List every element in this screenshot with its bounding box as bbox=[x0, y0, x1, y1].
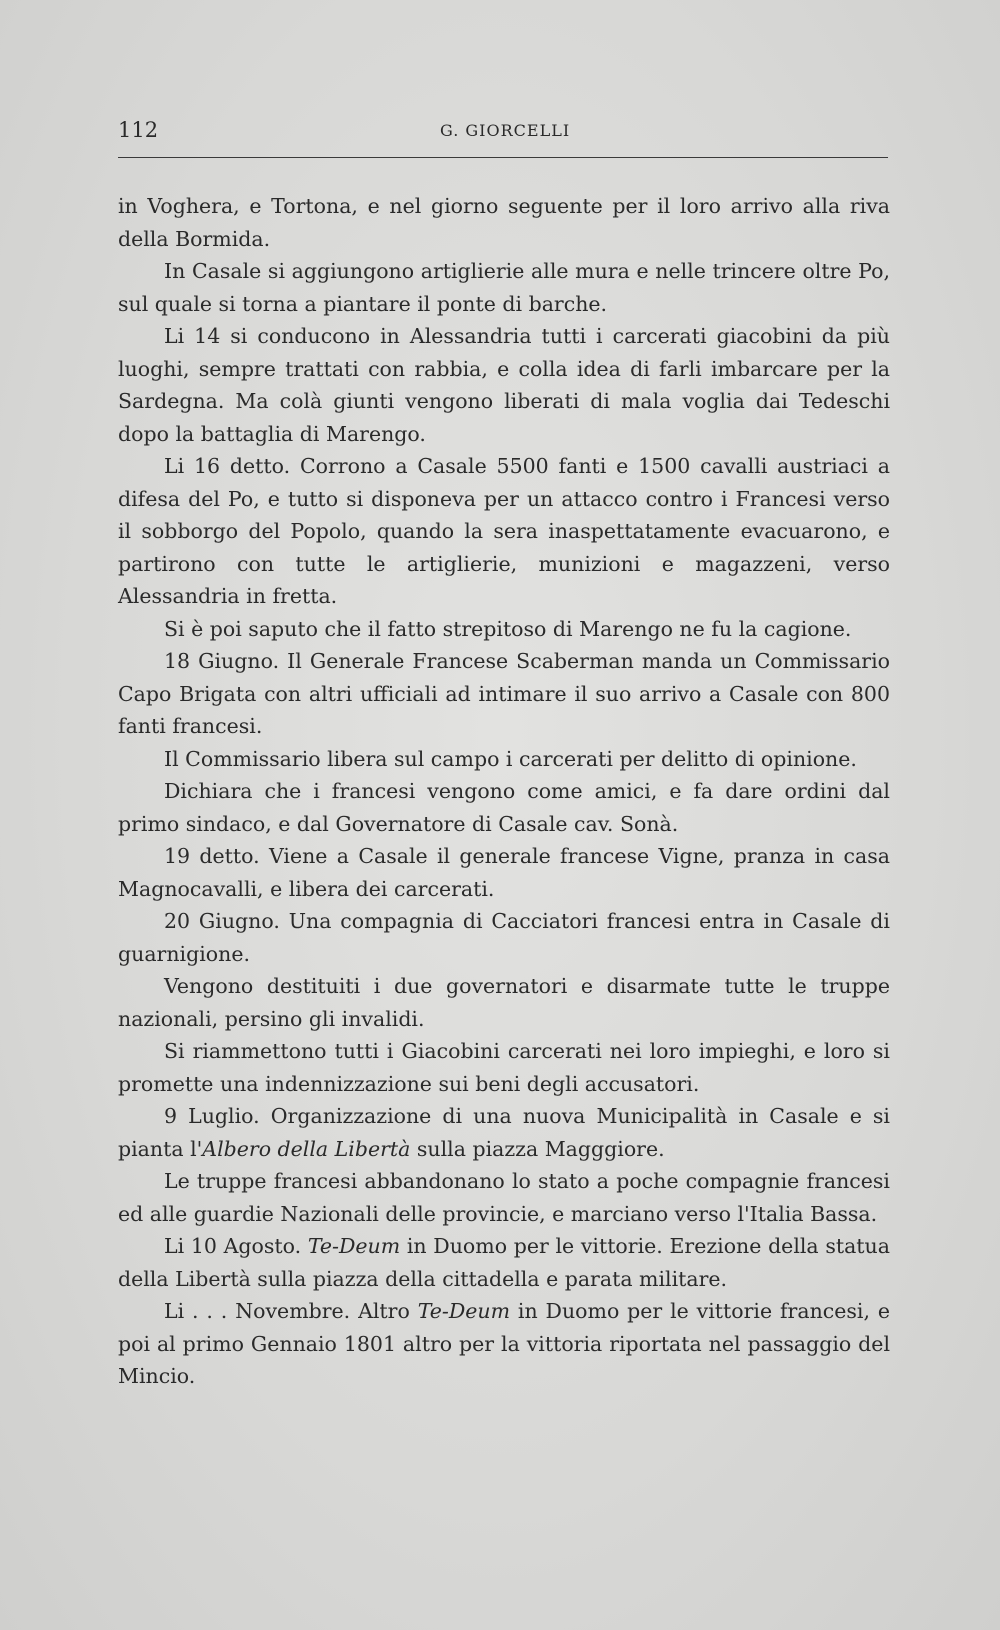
paragraph bbox=[118, 905, 890, 970]
paragraph bbox=[118, 1230, 890, 1295]
paragraph bbox=[118, 1165, 890, 1230]
paragraph-text: 18 Giugno. Il Generale Francese Scaberman manda un Commissario Capo Brigata con altri ufficiali ad intimare il suo arrivo a Casale con 800 fanti francesi. bbox=[118, 649, 890, 738]
paragraph-text: In Casale si aggiungono artiglierie alle mura e nelle trincere oltre Po, sul quale si torna a piantare il ponte di barche. bbox=[118, 259, 890, 316]
paragraph bbox=[118, 775, 890, 840]
paragraph bbox=[118, 1035, 890, 1100]
paragraph bbox=[118, 450, 890, 613]
paragraph bbox=[118, 840, 890, 905]
italic-text: Te-Deum bbox=[417, 1299, 511, 1323]
paragraph bbox=[118, 1100, 890, 1165]
body-text bbox=[118, 190, 890, 1393]
page-header bbox=[118, 118, 888, 148]
paragraph-text: Li 16 detto. Corrono a Casale 5500 fanti e 1500 cavalli austriaci a difesa del Po, e tutto si disponeva per un attacco contro i Francesi verso il sobborgo del Popolo, quando la sera inaspettatamente evacuarono, e partirono con tutte le artiglierie, munizioni e magazzeni, verso Alessandria in fretta. bbox=[118, 454, 890, 608]
paragraph-text: sulla piazza Magggiore. bbox=[410, 1136, 665, 1161]
italic-text: Te-Deum bbox=[307, 1234, 401, 1258]
paragraph-text: Si riammettono tutti i Giacobini carcerati nei loro impieghi, e loro si promette una indennizzazione sui beni degli accusatori. bbox=[118, 1039, 890, 1096]
paragraph bbox=[118, 970, 890, 1035]
paragraph-text: Vengono destituiti i due governatori e disarmate tutte le truppe nazionali, persino gli invalidi. bbox=[118, 974, 890, 1031]
paragraph-text: Li . . . Novembre. Altro bbox=[164, 1299, 418, 1323]
paragraph bbox=[118, 645, 890, 743]
paragraph-text: Il Commissario libera sul campo i carcerati per delitto di opinione. bbox=[164, 746, 857, 771]
paragraph bbox=[118, 613, 890, 646]
paragraph-text: Dichiara che i francesi vengono come amici, e fa dare ordini dal primo sindaco, e dal Governatore di Casale cav. Sonà. bbox=[118, 779, 890, 836]
paragraph-text: 9 Luglio. Organizzazione di una nuova Municipalità in Casale e si pianta l' bbox=[118, 1104, 890, 1161]
paragraph bbox=[118, 1295, 890, 1393]
italic-text: Albero della Libertà bbox=[202, 1136, 411, 1161]
paragraph-text: Li 14 si conducono in Alessandria tutti i carcerati giacobini da più luoghi, sempre trattati con rabbia, e colla idea di farli imbarcare per la Sardegna. Ma colà giunti vengono liberati di mala voglia dai Tedeschi dopo la battaglia di Marengo. bbox=[118, 324, 890, 446]
paragraph-text: in Duomo per le vittorie francesi, e poi al primo Gennaio 1801 altro per la vittoria riportata nel passaggio del Mincio. bbox=[118, 1299, 890, 1388]
paragraph bbox=[118, 743, 890, 776]
paragraph-text: 19 detto. Viene a Casale il generale francese Vigne, pranza in casa Magnocavalli, e libera dei carcerati. bbox=[118, 844, 890, 901]
paragraph bbox=[118, 320, 890, 450]
paragraph-text: Le truppe francesi abbandonano lo stato a poche compagnie francesi ed alle guardie Nazionali delle provincie, e marciano verso l'Italia Bassa. bbox=[118, 1169, 890, 1226]
page-number: 112 bbox=[118, 118, 159, 142]
paragraph-text: Li 10 Agosto. bbox=[164, 1234, 308, 1258]
header-rule bbox=[118, 157, 888, 158]
running-head: G. GIORCELLI bbox=[440, 121, 571, 140]
paragraph bbox=[118, 190, 890, 255]
paragraph-text: in Duomo per le vittorie. Erezione della statua della Libertà sulla piazza della cittadella e parata militare. bbox=[118, 1234, 890, 1291]
paragraph bbox=[118, 255, 890, 320]
paragraph-text: Si è poi saputo che il fatto strepitoso di Marengo ne fu la cagione. bbox=[164, 616, 852, 641]
paragraph-text: 20 Giugno. Una compagnia di Cacciatori francesi entra in Casale di guarnigione. bbox=[118, 909, 890, 966]
paragraph-text: in Voghera, e Tortona, e nel giorno seguente per il loro arrivo alla riva della Bormida. bbox=[118, 194, 890, 251]
